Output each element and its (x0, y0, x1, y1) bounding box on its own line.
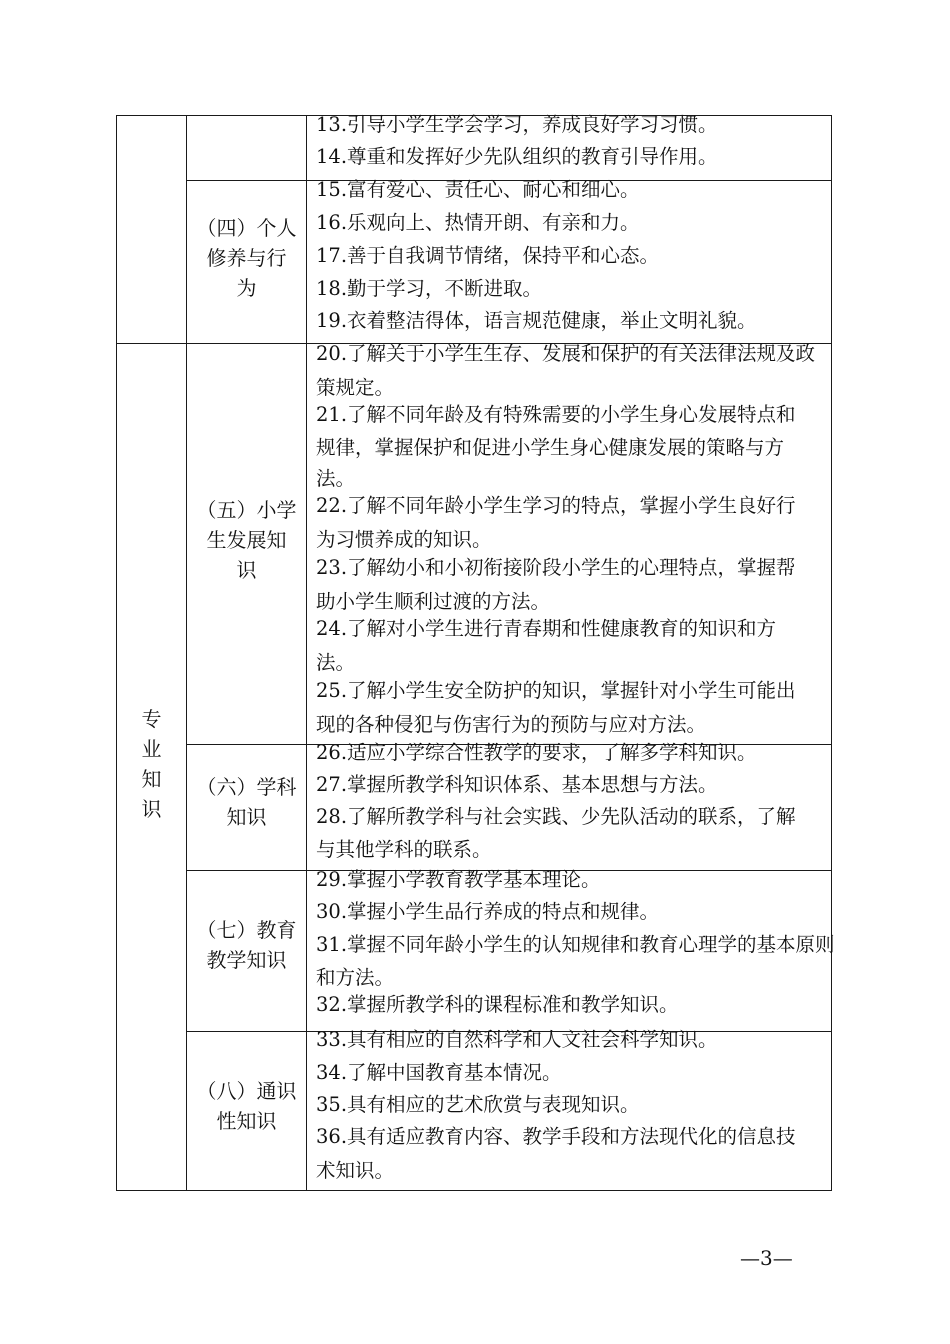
dimension-line: 知识 (226, 805, 267, 829)
standard-text: 为习惯养成的知识。 (316, 528, 492, 551)
standard-text: 与其他学科的联系。 (316, 838, 492, 861)
category-line: 识 (141, 797, 162, 821)
dimension-line: （四）个人 (196, 216, 297, 240)
standard-text: 19.衣着整洁得体，语言规范健康，举止文明礼貌。 (316, 309, 757, 332)
dimension-line: 为 (236, 276, 257, 300)
dimension-line: （六）学科 (196, 775, 297, 799)
standard-text: 规律，掌握保护和促进小学生身心健康发展的策略与方 (316, 436, 785, 459)
dimension-label-6 (187, 772, 306, 832)
dimension-line: （八）通识 (196, 1079, 297, 1103)
dimension-label-8 (187, 1076, 306, 1136)
standard-text: 16.乐观向上、热情开朗、有亲和力。 (316, 211, 640, 234)
standard-text: 13.引导小学生学会学习，养成良好学习习惯。 (316, 113, 718, 136)
standard-text: 15.富有爱心、责任心、耐心和细心。 (316, 178, 640, 201)
dimension-line: 教学知识 (206, 948, 287, 972)
table-border-right (831, 115, 832, 1191)
standard-text: 助小学生顺利过渡的方法。 (316, 590, 551, 613)
dimension-line: 识 (236, 558, 257, 582)
standard-text: 18.勤于学习，不断进取。 (316, 277, 543, 300)
standard-text: 30.掌握小学生品行养成的特点和规律。 (316, 900, 660, 923)
standard-text: 14.尊重和发挥好少先队组织的教育引导作用。 (316, 145, 718, 168)
standard-text: 33.具有相应的自然科学和人文社会科学知识。 (316, 1028, 718, 1051)
standard-text: 21.了解不同年龄及有特殊需要的小学生身心发展特点和 (316, 403, 796, 426)
dimension-label-4 (187, 213, 306, 303)
standard-text: 22.了解不同年龄小学生学习的特点，掌握小学生良好行 (316, 494, 796, 517)
category-line: 业 (141, 737, 162, 761)
dimension-line: （五）小学 (196, 498, 297, 522)
standard-text: 31.掌握不同年龄小学生的认知规律和教育心理学的基本原则 (316, 933, 835, 956)
standard-text: 策规定。 (316, 376, 395, 399)
standard-text: 23.了解幼小和小初衔接阶段小学生的心理特点，掌握帮 (316, 556, 796, 579)
dimension-line: 性知识 (216, 1109, 277, 1133)
category-line: 专 (141, 707, 162, 731)
standard-text: 27.掌握所教学科知识体系、基本思想与方法。 (316, 773, 718, 796)
dimension-line: 生发展知 (206, 528, 287, 552)
standard-text: 34.了解中国教育基本情况。 (316, 1061, 562, 1084)
category-line: 知 (141, 767, 162, 791)
standard-text: 20.了解关于小学生生存、发展和保护的有关法律法规及政 (316, 342, 816, 365)
standard-text: 32.掌握所教学科的课程标准和教学知识。 (316, 993, 679, 1016)
standard-text: 和方法。 (316, 966, 395, 989)
standard-text: 25.了解小学生安全防护的知识，掌握针对小学生可能出 (316, 679, 796, 702)
standard-text: 法。 (316, 651, 356, 674)
dimension-line: （七）教育 (196, 918, 297, 942)
standard-text: 24.了解对小学生进行青春期和性健康教育的知识和方 (316, 617, 777, 640)
table-border-left (116, 115, 117, 1191)
column-divider-2 (306, 115, 307, 1191)
standard-text: 现的各种侵犯与伤害行为的预防与应对方法。 (316, 713, 707, 736)
standard-text: 术知识。 (316, 1159, 395, 1182)
dimension-label-5 (187, 495, 306, 585)
standard-text: 36.具有适应教育内容、教学手段和方法现代化的信息技 (316, 1125, 796, 1148)
page-number: —3— (740, 1246, 793, 1270)
dimension-label-7 (187, 915, 306, 975)
standard-text: 法。 (316, 467, 356, 490)
standard-text: 35.具有相应的艺术欣赏与表现知识。 (316, 1093, 640, 1116)
table-border-bottom (116, 1190, 832, 1191)
standard-text: 29.掌握小学教育教学基本理论。 (316, 868, 601, 891)
standard-text: 17.善于自我调节情绪，保持平和心态。 (316, 244, 660, 267)
category-label (117, 704, 186, 824)
dimension-line: 修养与行 (206, 246, 287, 270)
standard-text: 26.适应小学综合性教学的要求，了解多学科知识。 (316, 741, 757, 764)
standard-text: 28.了解所教学科与社会实践、少先队活动的联系，了解 (316, 805, 796, 828)
